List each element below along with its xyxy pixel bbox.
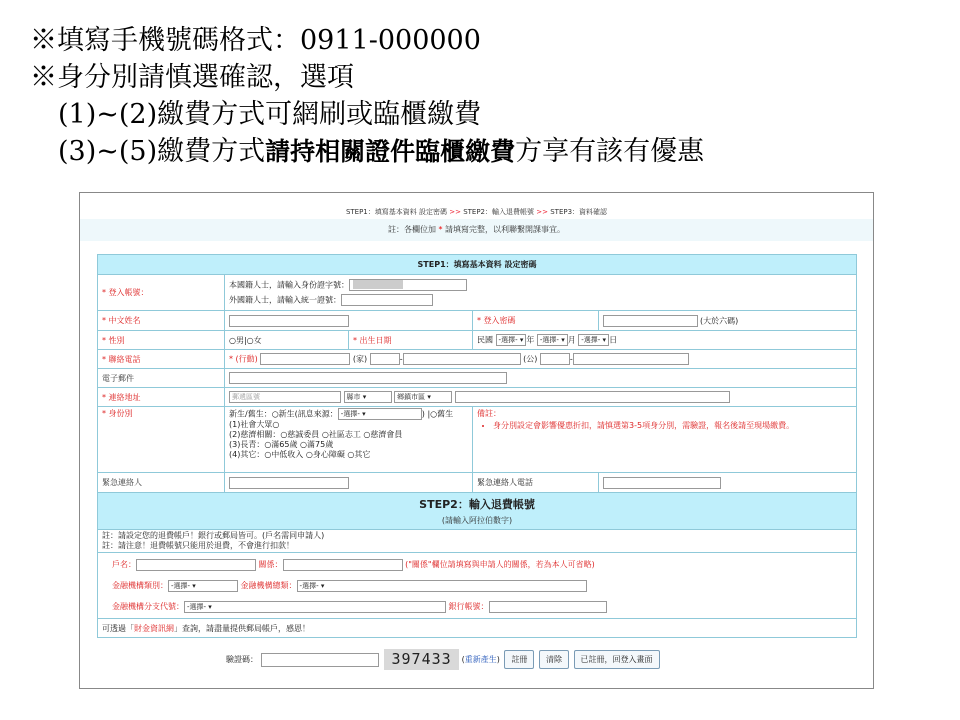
office-phone-input[interactable] [573, 353, 689, 365]
bank-head-select[interactable]: -選擇- ▾ [297, 580, 587, 592]
login-cell: 本國籍人士，請輸入身份證字號： 外國籍人士，請輸入統一證號： [225, 275, 857, 311]
town-select[interactable]: 鄉鎮市區 ▾ [394, 391, 452, 403]
birth-day-select[interactable]: -選擇- ▾ [578, 334, 609, 346]
slide-line4-bold: 請持相關證件臨櫃繳費 [265, 137, 516, 166]
home-area-input[interactable] [370, 353, 400, 365]
slide-text [30, 22, 704, 170]
slide-line-phone-format: ※填寫手機號碼格式：0911-000000 [30, 25, 481, 56]
refresh-captcha-link[interactable]: 重新產生 [464, 655, 497, 664]
birth-month-select[interactable]: -選擇- ▾ [537, 334, 568, 346]
captcha-row: 驗證碼： 397433 (重新產生) 註冊 清除 已註冊，回登入畫面 [226, 649, 660, 670]
phone-label: * 聯絡電話 [98, 350, 225, 369]
relation-input[interactable] [283, 559, 403, 571]
captcha-image: 397433 [384, 649, 459, 670]
login-label: * 登入帳號： [98, 275, 225, 311]
password-label: * 登入密碼 [473, 311, 598, 330]
emergency-phone-label: 緊急連絡人電話 [473, 473, 598, 492]
emergency-label: 緊急連絡人 [98, 473, 225, 493]
bank-account-input[interactable] [489, 601, 607, 613]
step2-crumb: STEP2：輸入退費帳號 [463, 208, 535, 216]
address-label: * 連絡地址 [98, 388, 225, 407]
zip-input[interactable]: 郵遞區號 [229, 391, 341, 403]
step3-crumb: STEP3：資料確認 [550, 208, 608, 216]
gender-radios[interactable]: ○男|○女 [225, 331, 349, 350]
bank-branch-select[interactable]: -選擇- ▾ [184, 601, 446, 613]
crumb-arrow: >> [449, 208, 461, 216]
captcha-input[interactable] [261, 653, 379, 667]
registration-table: STEP1：填寫基本資料 設定密碼 * 登入帳號： 本國籍人士，請輸入身份證字號： 外國籍人士，請輸入統一證號： * 中文姓名 * 登入密碼 (大於六碼) * 性別 ○男|○女 * 出生日期 民國 -選擇- ▾ 年 -選擇- ▾ 月 -選擇- ▾ 日 * 聯絡電話 * (行動) (家) - (公) - 電子郵件 * 連絡地址 郵遞區號 縣市 ▾ 鄉鎮市區 ▾ * 身份別 新生/舊生：○新生(訊息來源： -選擇- ▾ ) |○舊生 (1)社會大眾○ (2)慈濟相關：○慈誠委員 ○社區志工 ○慈濟會員 (3)長青：○滿65歲 ○滿75歲 (4)其它：○中低收入 ○身心障礙 ○其它 備註： • 身分別設定會影響優惠折扣，請慎選第3-5項身分別，需驗證，報名後請至現場繳費。 緊急連絡人 緊急連絡人電話 STEP2：輸入退費帳號 (請輸入阿拉伯數字) 註：請設定您的退費帳戶！銀行或郵局皆可。(戶名需同申請人) 註：請注意！退費帳號只能用於退費，不會進行扣款！ 戶名： 關係： ("關係"欄位請填寫與申請人的關係，若為本人可省略) 金融機構類別： -選擇- ▾ 金融機構總類： -選擇- ▾ 金融機構分支代號： -選擇- ▾ 銀行帳號： 可透過「財金資訊網」查詢，請盡量提供郵局帳戶，感恩！ [97, 254, 857, 638]
emergency-phone-input[interactable] [603, 477, 721, 489]
step2-title: STEP2：輸入退費帳號 [419, 498, 535, 511]
identity-label: * 身份別 [98, 407, 225, 473]
birth-year-select[interactable]: -選擇- ▾ [496, 334, 527, 346]
remark-box: 備註： • 身分別設定會影響優惠折扣，請慎選第3-5項身分別，需驗證，報名後請至現場繳費。 [473, 407, 857, 473]
registration-form-screenshot [79, 192, 874, 689]
email-input[interactable] [229, 372, 507, 384]
slide-line-option-3-5 [30, 133, 704, 170]
required-note: 註：各欄位加 * 請填寫完整，以利聯繫開課事宜。 [80, 219, 873, 241]
name-label: * 中文姓名 [98, 311, 225, 331]
slide-line4-a: (3)~(5)繳費方式 [58, 136, 266, 167]
step1-title: STEP1：填寫基本資料 設定密碼 [98, 255, 857, 275]
masked-id [353, 280, 403, 289]
bank-type-select[interactable]: -選擇- ▾ [168, 580, 238, 592]
account-name-input[interactable] [136, 559, 256, 571]
slide-line4-c: 方享有該有優惠 [515, 136, 705, 167]
id-number-input[interactable] [349, 279, 467, 291]
steps-breadcrumb [80, 193, 873, 219]
clear-button[interactable]: 清除 [539, 650, 569, 669]
gender-label: * 性別 [98, 331, 225, 350]
captcha-label: 驗證碼： [226, 655, 258, 664]
password-input[interactable] [603, 315, 698, 327]
step2-subtitle: (請輸入阿拉伯數字) [441, 516, 513, 525]
email-label: 電子郵件 [98, 369, 225, 388]
register-button[interactable]: 註冊 [504, 650, 534, 669]
fisc-note: 可透過「財金資訊網」查詢，請盡量提供郵局帳戶，感恩！ [98, 619, 857, 638]
fisc-link[interactable]: 財金資訊網 [134, 623, 174, 633]
foreign-id-input[interactable] [341, 294, 433, 306]
source-select[interactable]: -選擇- ▾ [338, 408, 422, 420]
back-to-login-button[interactable]: 已註冊，回登入畫面 [574, 650, 660, 669]
bank-fields: 戶名： 關係： ("關係"欄位請填寫與申請人的關係，若為本人可省略) 金融機構類別： -選擇- ▾ 金融機構總類： -選擇- ▾ 金融機構分支代號： -選擇- ▾ 銀行帳號： [98, 553, 857, 619]
crumb-arrow: >> [536, 208, 548, 216]
refund-notes: 註：請設定您的退費帳戶！銀行或郵局皆可。(戶名需同申請人) 註：請注意！退費帳號只能用於退費，不會進行扣款！ [98, 530, 857, 553]
home-phone-input[interactable] [403, 353, 521, 365]
office-area-input[interactable] [540, 353, 570, 365]
address-input[interactable] [455, 391, 730, 403]
step2-header [98, 493, 857, 530]
birth-label: * 出生日期 [349, 331, 473, 350]
city-select[interactable]: 縣市 ▾ [344, 391, 392, 403]
emergency-contact-input[interactable] [229, 477, 349, 489]
identity-options[interactable]: 新生/舊生：○新生(訊息來源： -選擇- ▾ ) |○舊生 (1)社會大眾○ (2)慈濟相關：○慈誠委員 ○社區志工 ○慈濟會員 (3)長青：○滿65歲 ○滿75歲 (4)其它：○中低收入 ○身心障礙 ○其它 [225, 407, 473, 473]
chinese-name-input[interactable] [229, 315, 349, 327]
mobile-input[interactable] [260, 353, 350, 365]
step1-crumb: STEP1：填寫基本資料 設定密碼 [345, 208, 447, 216]
slide-line-option-1-2: (1)~(2)繳費方式可網刷或臨櫃繳費 [58, 99, 482, 130]
slide-line-identity: ※身分別請慎選確認，選項 [30, 62, 354, 93]
